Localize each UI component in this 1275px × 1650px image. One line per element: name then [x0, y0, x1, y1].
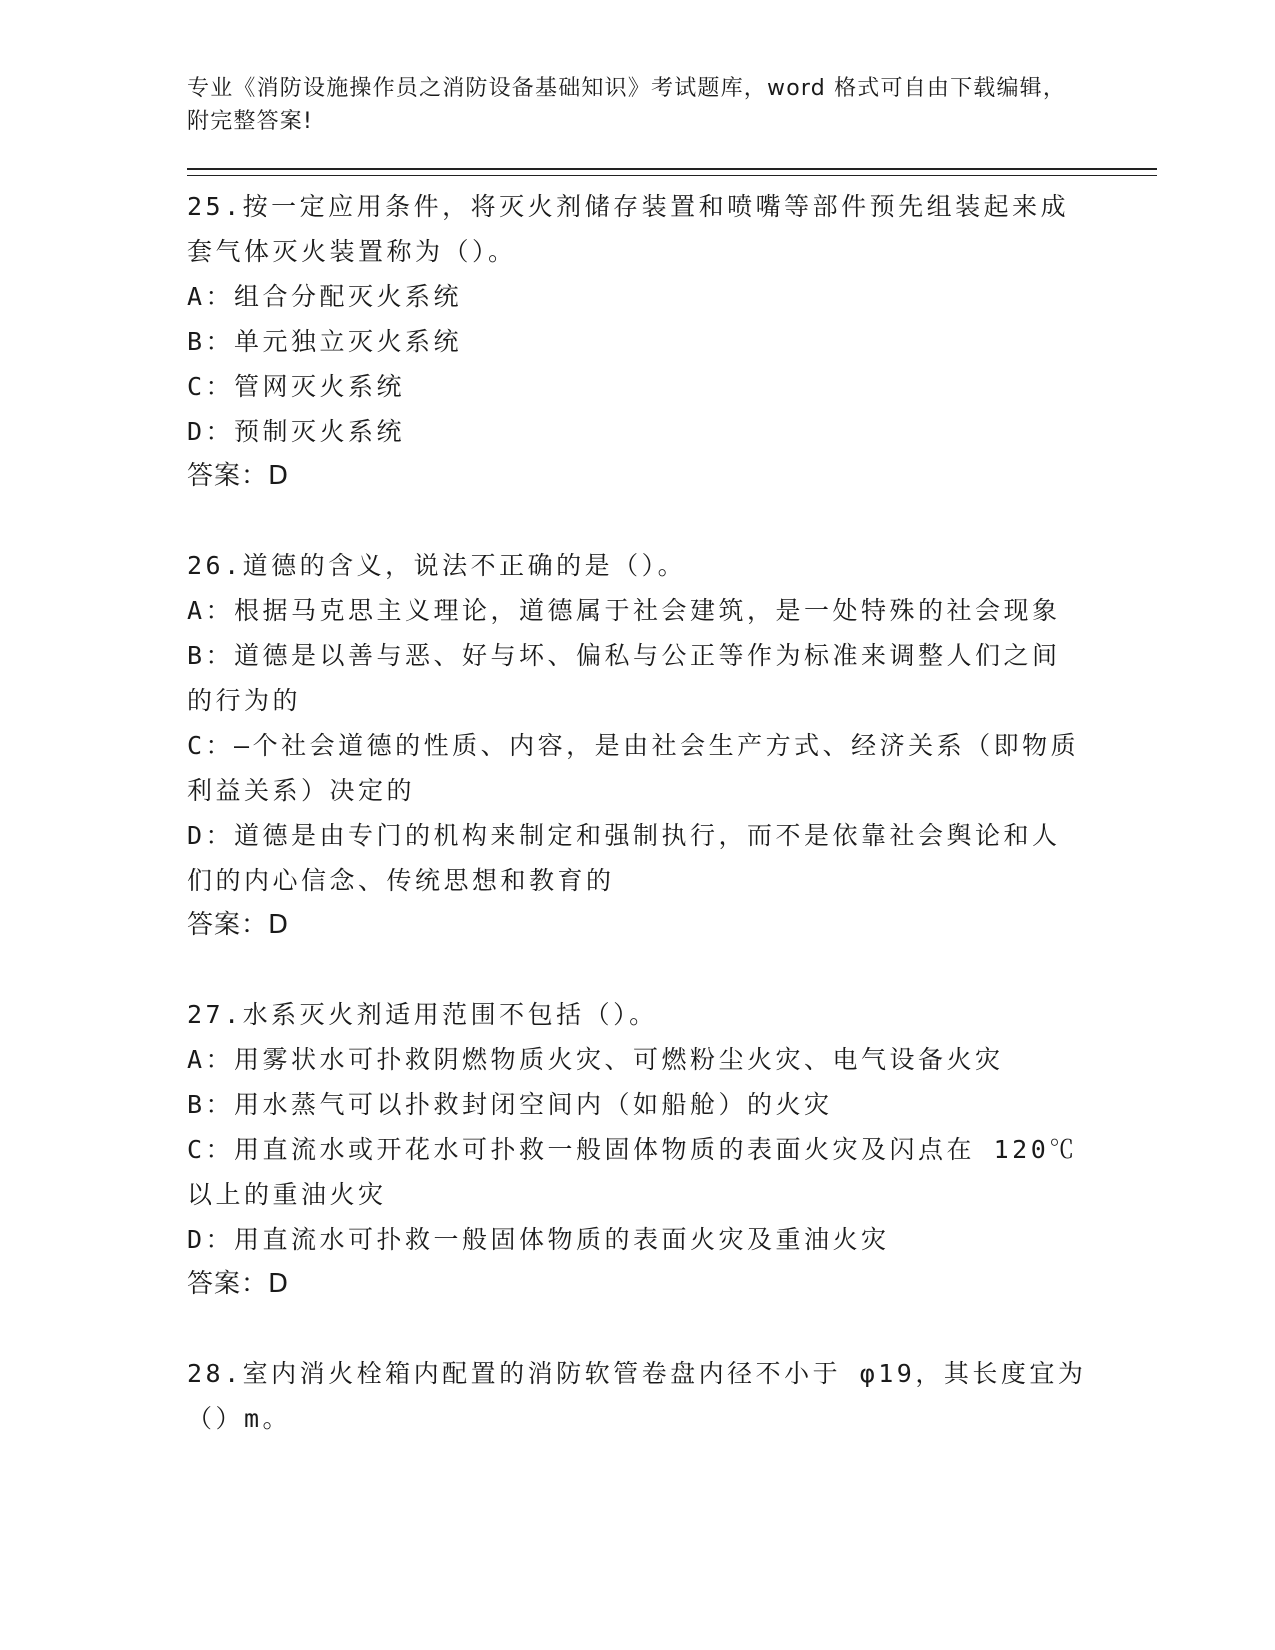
answer: 答案：D — [187, 910, 290, 940]
question-stem: 28.室内消火栓箱内配置的消防软管卷盘内径不小于 φ19，其长度宜为（）m。 — [187, 1359, 1087, 1433]
header-divider — [187, 168, 1157, 176]
question-26 — [187, 543, 1087, 948]
question-27 — [187, 992, 1087, 1307]
document-page — [187, 72, 1087, 1441]
question-28 — [187, 1351, 1087, 1441]
option-b: B：道德是以善与恶、好与坏、偏私与公正等作为标准来调整人们之间的行为的 — [187, 641, 1061, 715]
option-d: D：预制灭火系统 — [187, 417, 406, 446]
answer: 答案：D — [187, 461, 290, 491]
option-c: C：—个社会道德的性质、内容，是由社会生产方式、经济关系（即物质利益关系）决定的 — [187, 731, 1080, 805]
answer: 答案：D — [187, 1269, 290, 1299]
option-a: A：用雾状水可扑救阴燃物质火灾、可燃粉尘火灾、电气设备火灾 — [187, 1045, 1004, 1074]
option-d: D：用直流水可扑救一般固体物质的表面火灾及重油火灾 — [187, 1225, 890, 1254]
option-b: B：单元独立灭火系统 — [187, 327, 463, 356]
option-b: B：用水蒸气可以扑救封闭空间内（如船舱）的火灾 — [187, 1090, 833, 1119]
question-25 — [187, 184, 1087, 499]
option-c: C：用直流水或开花水可扑救一般固体物质的表面火灾及闪点在 120℃以上的重油火灾 — [187, 1135, 1078, 1209]
header-note: 专业《消防设施操作员之消防设备基础知识》考试题库，word 格式可自由下载编辑，附完整答案! — [187, 76, 1067, 134]
question-stem: 25.按一定应用条件，将灭火剂储存装置和喷嘴等部件预先组装起来成套气体灭火装置称为（）。 — [187, 192, 1070, 266]
question-stem: 26.道德的含义，说法不正确的是（）。 — [187, 551, 687, 580]
option-a: A：组合分配灭火系统 — [187, 282, 463, 311]
option-a: A：根据马克思主义理论，道德属于社会建筑，是一处特殊的社会现象 — [187, 596, 1061, 625]
option-c: C：管网灭火系统 — [187, 372, 406, 401]
option-d: D：道德是由专门的机构来制定和强制执行，而不是依靠社会舆论和人们的内心信念、传统思想和教育的 — [187, 821, 1061, 895]
question-stem: 27.水系灭火剂适用范围不包括（）。 — [187, 1000, 658, 1029]
